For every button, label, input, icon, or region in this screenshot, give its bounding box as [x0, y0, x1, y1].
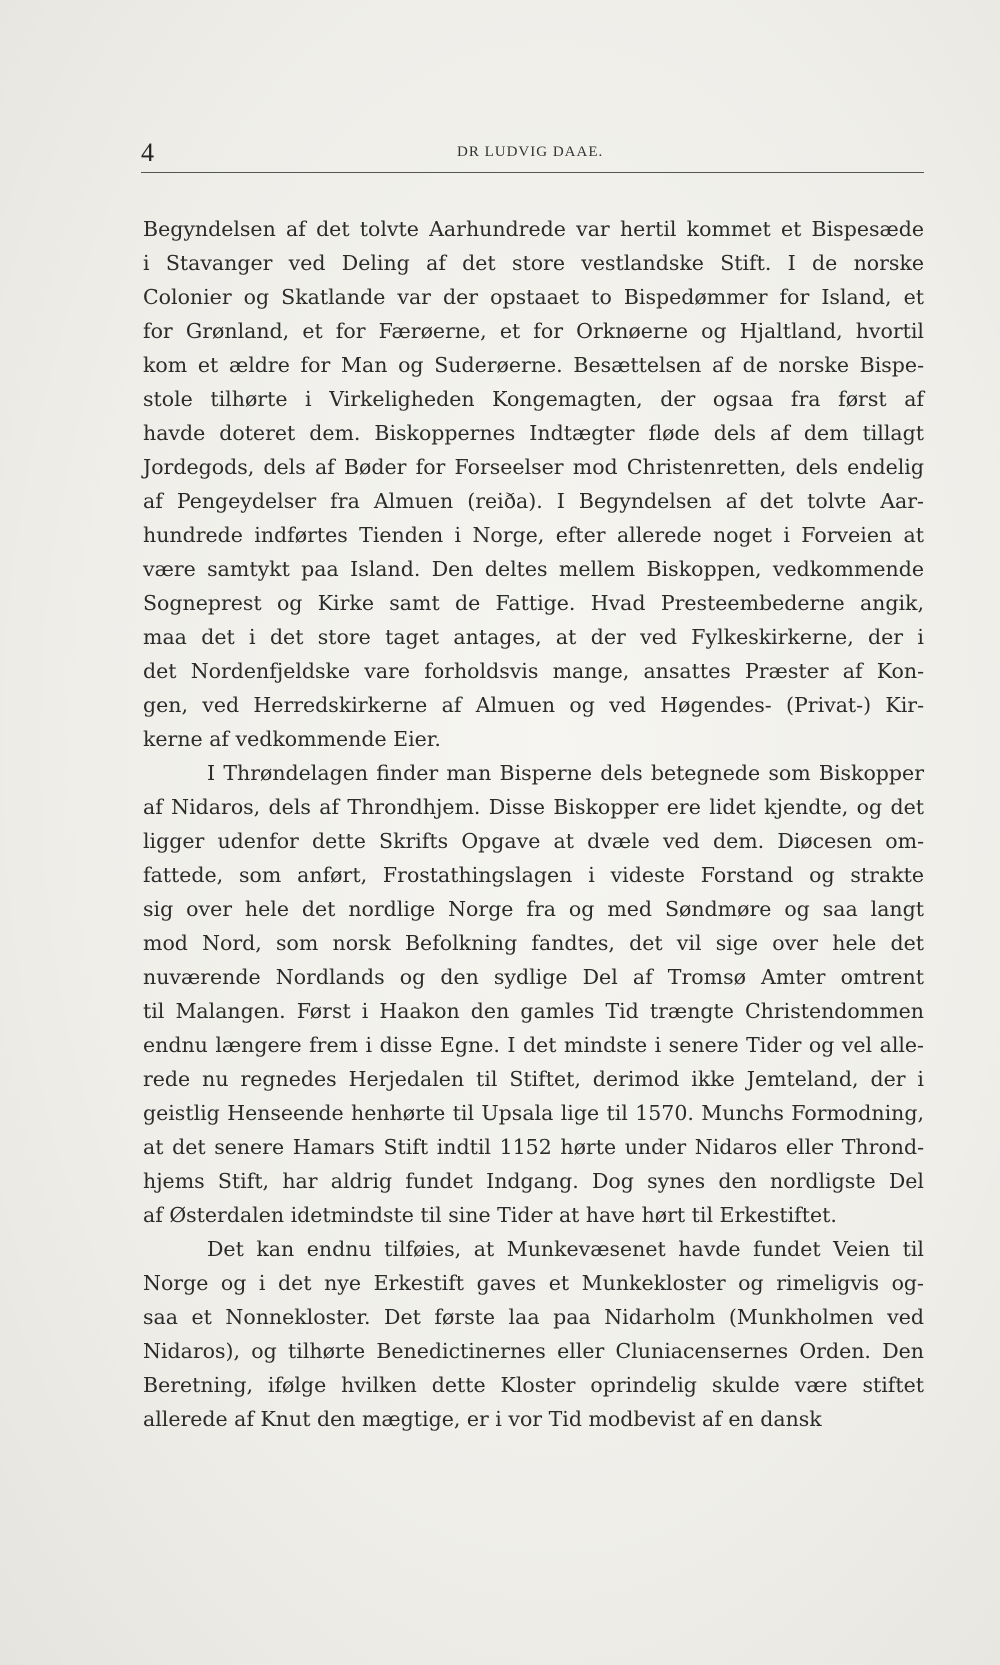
- paragraph-start-line: I Thrøndelagen finder man Bisperne dels betegnede som Biskopper: [207, 761, 924, 785]
- text-line: til Malangen. Først i Haakon den gamles Tid trængte Christendommen: [143, 999, 924, 1023]
- text-line: af Østerdalen idetmindste til sine Tider at have hørt til Erkestiftet.: [143, 1203, 837, 1227]
- text-line: det Nordenfjeldske vare forholdsvis mange, ansattes Præster af Kon-: [143, 659, 924, 683]
- text-line: mod Nord, som norsk Befolkning fandtes, det vil sige over hele det: [143, 931, 924, 955]
- text-line: stole tilhørte i Virkeligheden Kongemagten, der ogsaa fra først af: [143, 387, 924, 411]
- text-line: fattede, som anført, Frostathingslagen i videste Forstand og strakte: [143, 863, 924, 887]
- text-line: gen, ved Herredskirkerne af Almuen og ved Høgendes- (Privat-) Kir-: [143, 693, 924, 717]
- text-line: af Pengeydelser fra Almuen (reiða). I Begyndelsen af det tolvte Aar-: [143, 489, 924, 513]
- text-line: Sogneprest og Kirke samt de Fattige. Hvad Presteembederne angik,: [143, 591, 924, 615]
- header-rule: [141, 172, 924, 173]
- text-line: kerne af vedkommende Eier.: [143, 727, 441, 751]
- text-line: ligger udenfor dette Skrifts Opgave at dvæle ved dem. Diøcesen om-: [143, 829, 924, 853]
- text-line: rede nu regnedes Herjedalen til Stiftet, derimod ikke Jemteland, der i: [143, 1067, 924, 1091]
- text-line: geistlig Henseende henhørte til Upsala lige til 1570. Munchs Formodning,: [143, 1101, 924, 1125]
- text-line: kom et ældre for Man og Suderøerne. Besættelsen af de norske Bispe-: [143, 353, 924, 377]
- text-line: af Nidaros, dels af Throndhjem. Disse Biskopper ere lidet kjendte, og det: [143, 795, 924, 819]
- text-line: Colonier og Skatlande var der opstaaet to Bispedømmer for Island, et: [143, 285, 924, 309]
- text-line: hjems Stift, har aldrig fundet Indgang. Dog synes den nordligste Del: [143, 1169, 924, 1193]
- body-text: [143, 212, 963, 1436]
- text-line: maa det i det store taget antages, at der ved Fylkeskirkerne, der i: [143, 625, 924, 649]
- text-line: endnu længere frem i disse Egne. I det mindste i senere Tider og vel alle-: [143, 1033, 924, 1057]
- text-line: havde doteret dem. Biskoppernes Indtægter fløde dels af dem tillagt: [143, 421, 924, 445]
- text-line: være samtykt paa Island. Den deltes mellem Biskoppen, vedkommende: [143, 557, 924, 581]
- text-line: sig over hele det nordlige Norge fra og med Søndmøre og saa langt: [143, 897, 924, 921]
- text-line: at det senere Hamars Stift indtil 1152 hørte under Nidaros eller Thrond-: [143, 1135, 924, 1159]
- text-line: Nidaros), og tilhørte Benedictinernes eller Cluniacensernes Orden. Den: [143, 1339, 924, 1363]
- page-number: 4: [141, 138, 154, 167]
- text-line: for Grønland, et for Færøerne, et for Orknøerne og Hjaltland, hvortil: [143, 319, 924, 343]
- text-line: allerede af Knut den mægtige, er i vor Tid modbevist af en dansk: [143, 1407, 822, 1431]
- text-line: Norge og i det nye Erkestift gaves et Munkekloster og rimeligvis og-: [143, 1271, 924, 1295]
- text-line: saa et Nonnekloster. Det første laa paa Nidarholm (Munkholmen ved: [143, 1305, 924, 1329]
- paragraph-start-line: Det kan endnu tilføies, at Munkevæsenet havde fundet Veien til: [207, 1237, 924, 1261]
- running-head: DR LUDVIG DAAE.: [457, 144, 604, 160]
- page-header: [141, 138, 924, 170]
- text-line: Beretning, ifølge hvilken dette Kloster oprindelig skulde være stiftet: [143, 1373, 924, 1397]
- text-line: Jordegods, dels af Bøder for Forseelser mod Christenretten, dels endelig: [143, 455, 924, 479]
- text-line: nuværende Nordlands og den sydlige Del af Tromsø Amter omtrent: [143, 965, 924, 989]
- text-line: hundrede indførtes Tienden i Norge, efter allerede noget i Forveien at: [143, 523, 924, 547]
- text-line: i Stavanger ved Deling af det store vestlandske Stift. I de norske: [143, 251, 924, 275]
- text-line: Begyndelsen af det tolvte Aarhundrede var hertil kommet et Bispesæde: [143, 217, 924, 241]
